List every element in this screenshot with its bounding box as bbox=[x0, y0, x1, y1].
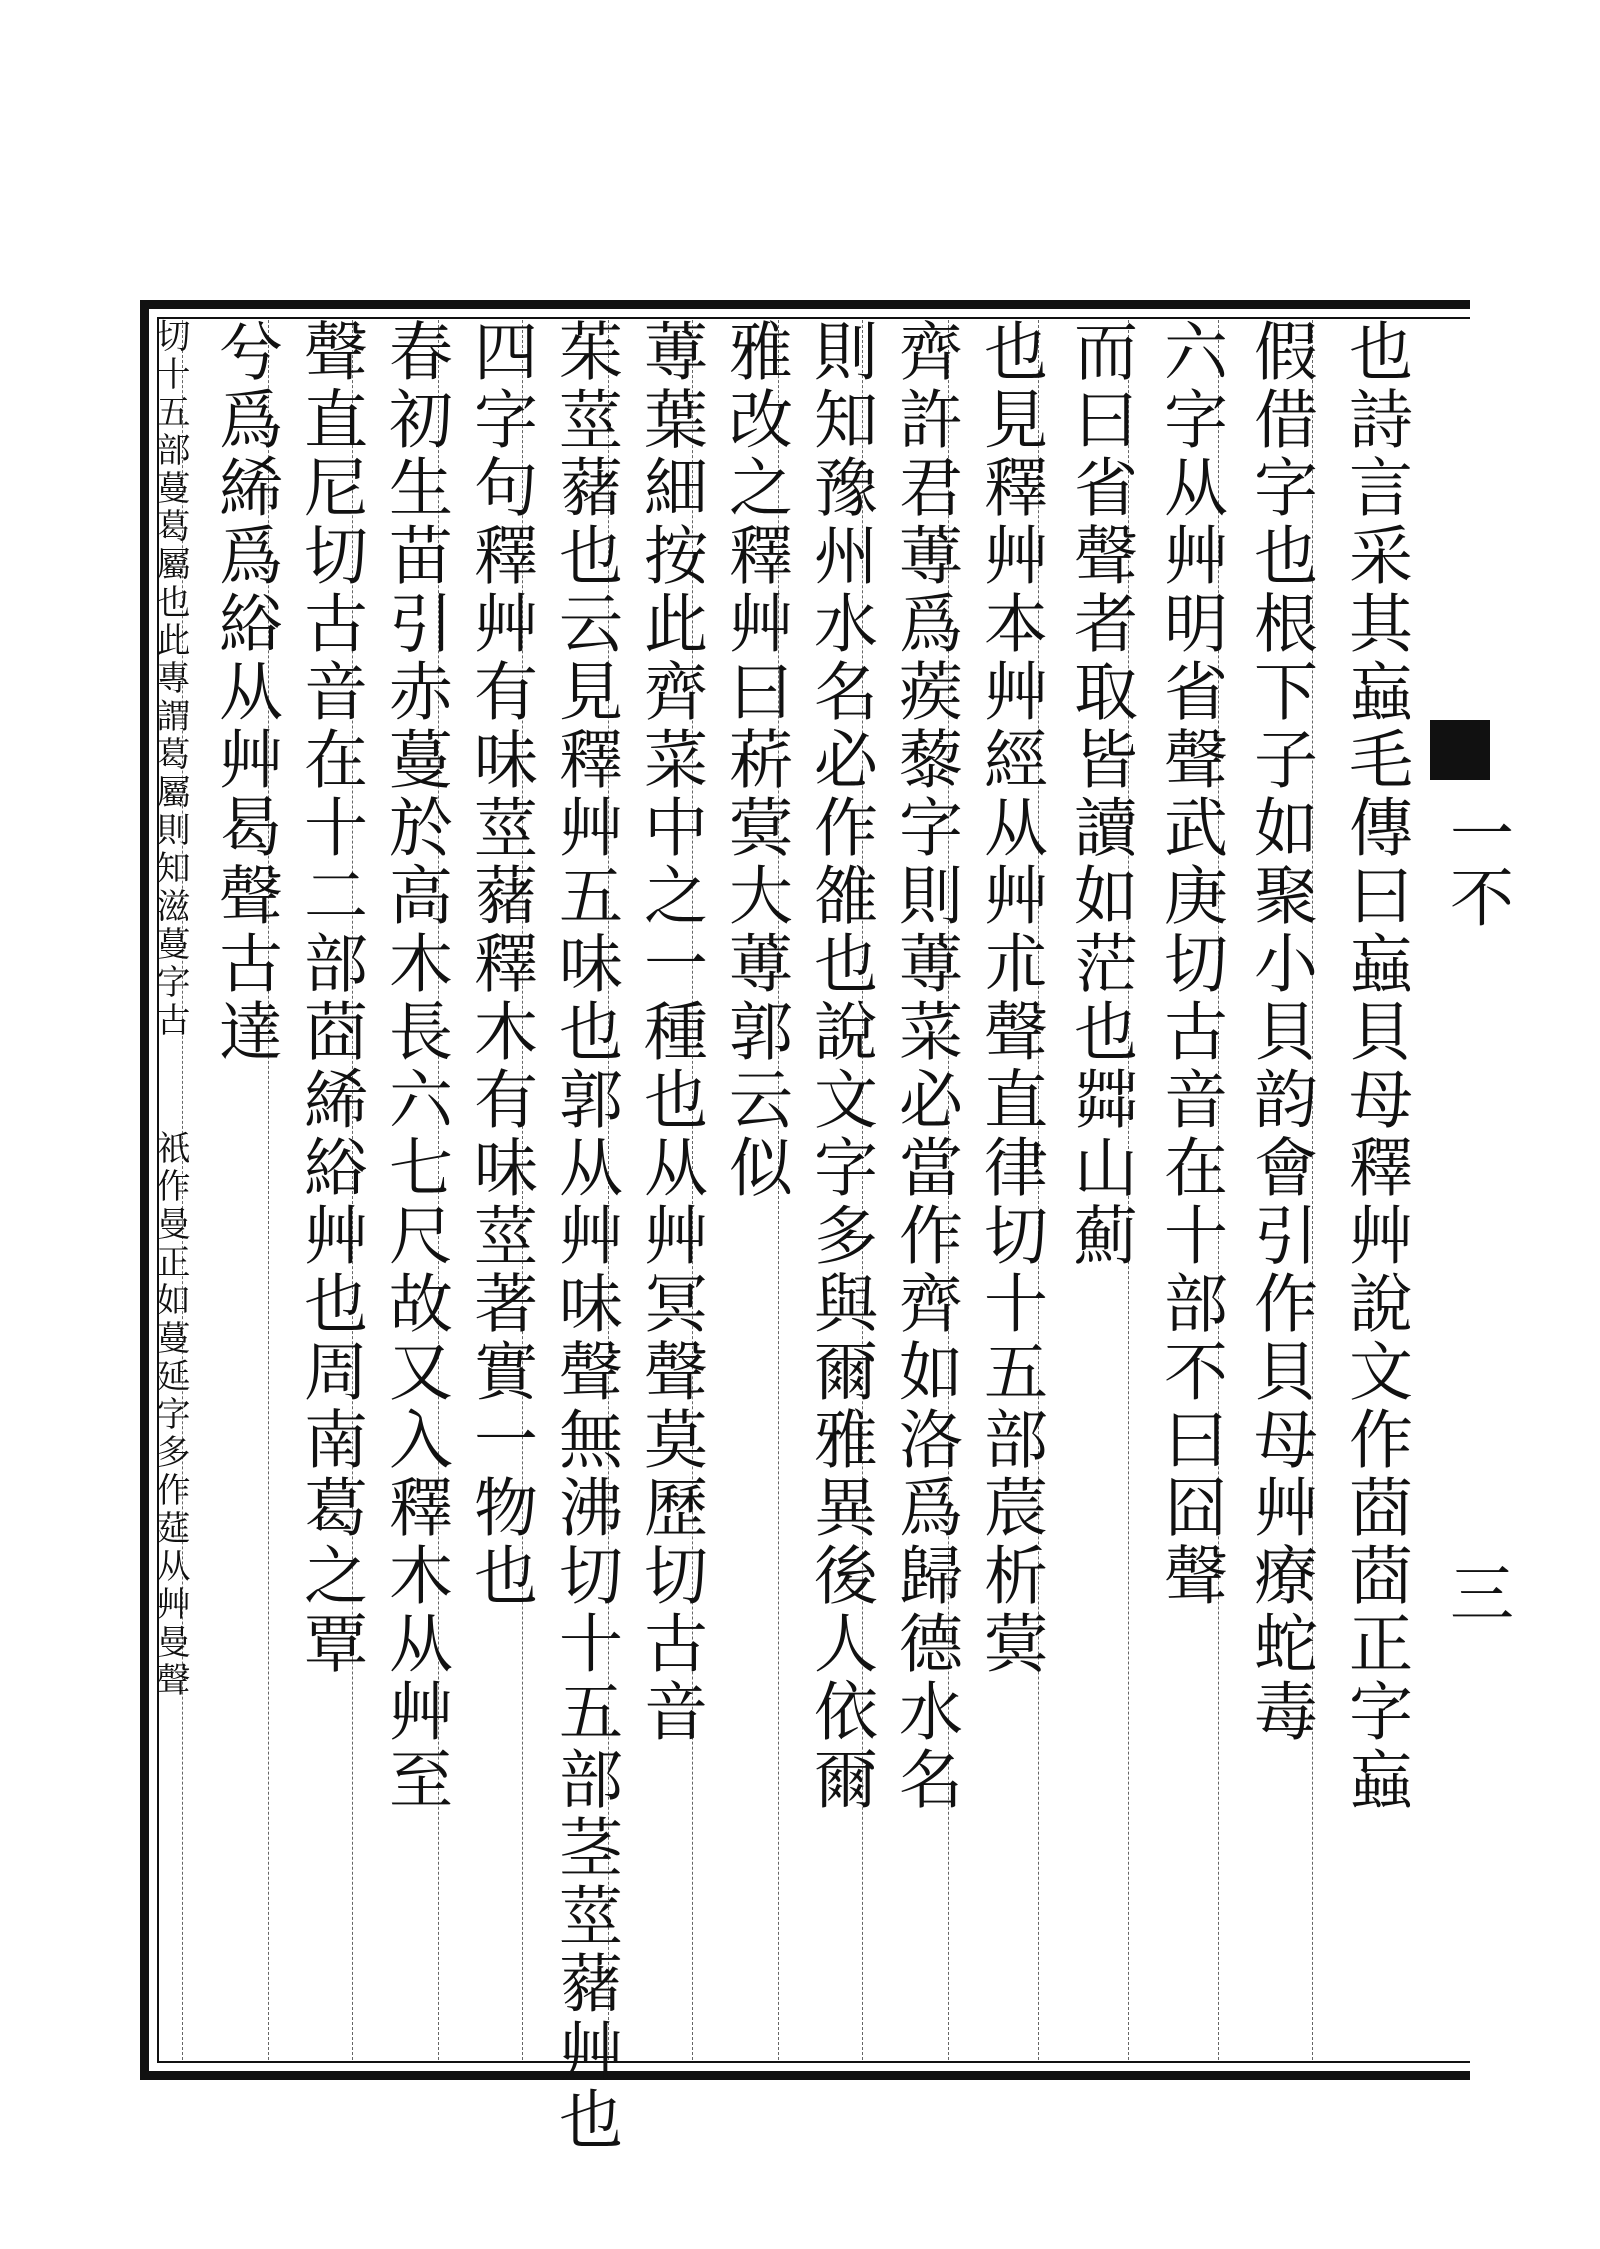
column-text: 假借字也根下子如聚小貝韵會引作貝母艸療蛇毒 bbox=[1243, 318, 1317, 1746]
section-label: 一不 bbox=[1439, 800, 1513, 928]
column-text: 聲直尼切古音在十二部莔絺綌艸也周南葛之覃 bbox=[293, 318, 367, 1678]
column-text: 切十五部蔓葛屬也此專謂葛屬則知滋蔓字古 bbox=[150, 318, 190, 1040]
text-column-14 bbox=[190, 318, 300, 2058]
column-text: 祇作曼正如蔓延字多作莚从艸曼聲 bbox=[150, 1130, 190, 1700]
column-text: 兮爲絺爲綌从艸曷聲古達 bbox=[208, 318, 282, 1066]
column-text: 四字句釋艸有味莖藸釋木有味莖著實一物也 bbox=[463, 318, 537, 1610]
column-text: 春初生苗引赤蔓於高木長六七尺故又入釋木从艸至 bbox=[378, 318, 452, 1814]
column-text: 雅改之釋艸曰菥蓂大蒪郭云似 bbox=[718, 318, 792, 1202]
column-text: 六字从艸明省聲武庚切古音在十部不曰囧聲 bbox=[1153, 318, 1227, 1610]
text-column-1 bbox=[1320, 318, 1430, 2058]
column-text: 也詩言采其蝱毛傳曰蝱貝母釋艸說文作莔莔正字蝱 bbox=[1338, 318, 1412, 1814]
fishtail-marker bbox=[1430, 720, 1490, 780]
column-text: 蒪葉細按此齊菜中之一種也从艸冥聲莫歷切古音 bbox=[633, 318, 707, 1746]
column-text: 齊許君蒪爲蒺藜字則蒪菜必當作齊如洛爲歸德水名 bbox=[888, 318, 962, 1814]
text-column-16 bbox=[150, 1130, 190, 2050]
column-text: 則知豫州水名必作雒也說文字多與爾雅異後人依爾 bbox=[803, 318, 877, 1814]
column-text: 茱莖藸也云見釋艸五味也郭从艸味聲無沸切十五部茎莖藸艸也 bbox=[548, 318, 622, 2154]
page-number: 三 bbox=[1439, 1560, 1513, 1624]
column-text: 也見釋艸本艸經从艸朮聲直律切十五部莀析蓂 bbox=[973, 318, 1047, 1678]
column-text: 而曰省聲者取皆讀如茫也茻山薊 bbox=[1063, 318, 1137, 1270]
